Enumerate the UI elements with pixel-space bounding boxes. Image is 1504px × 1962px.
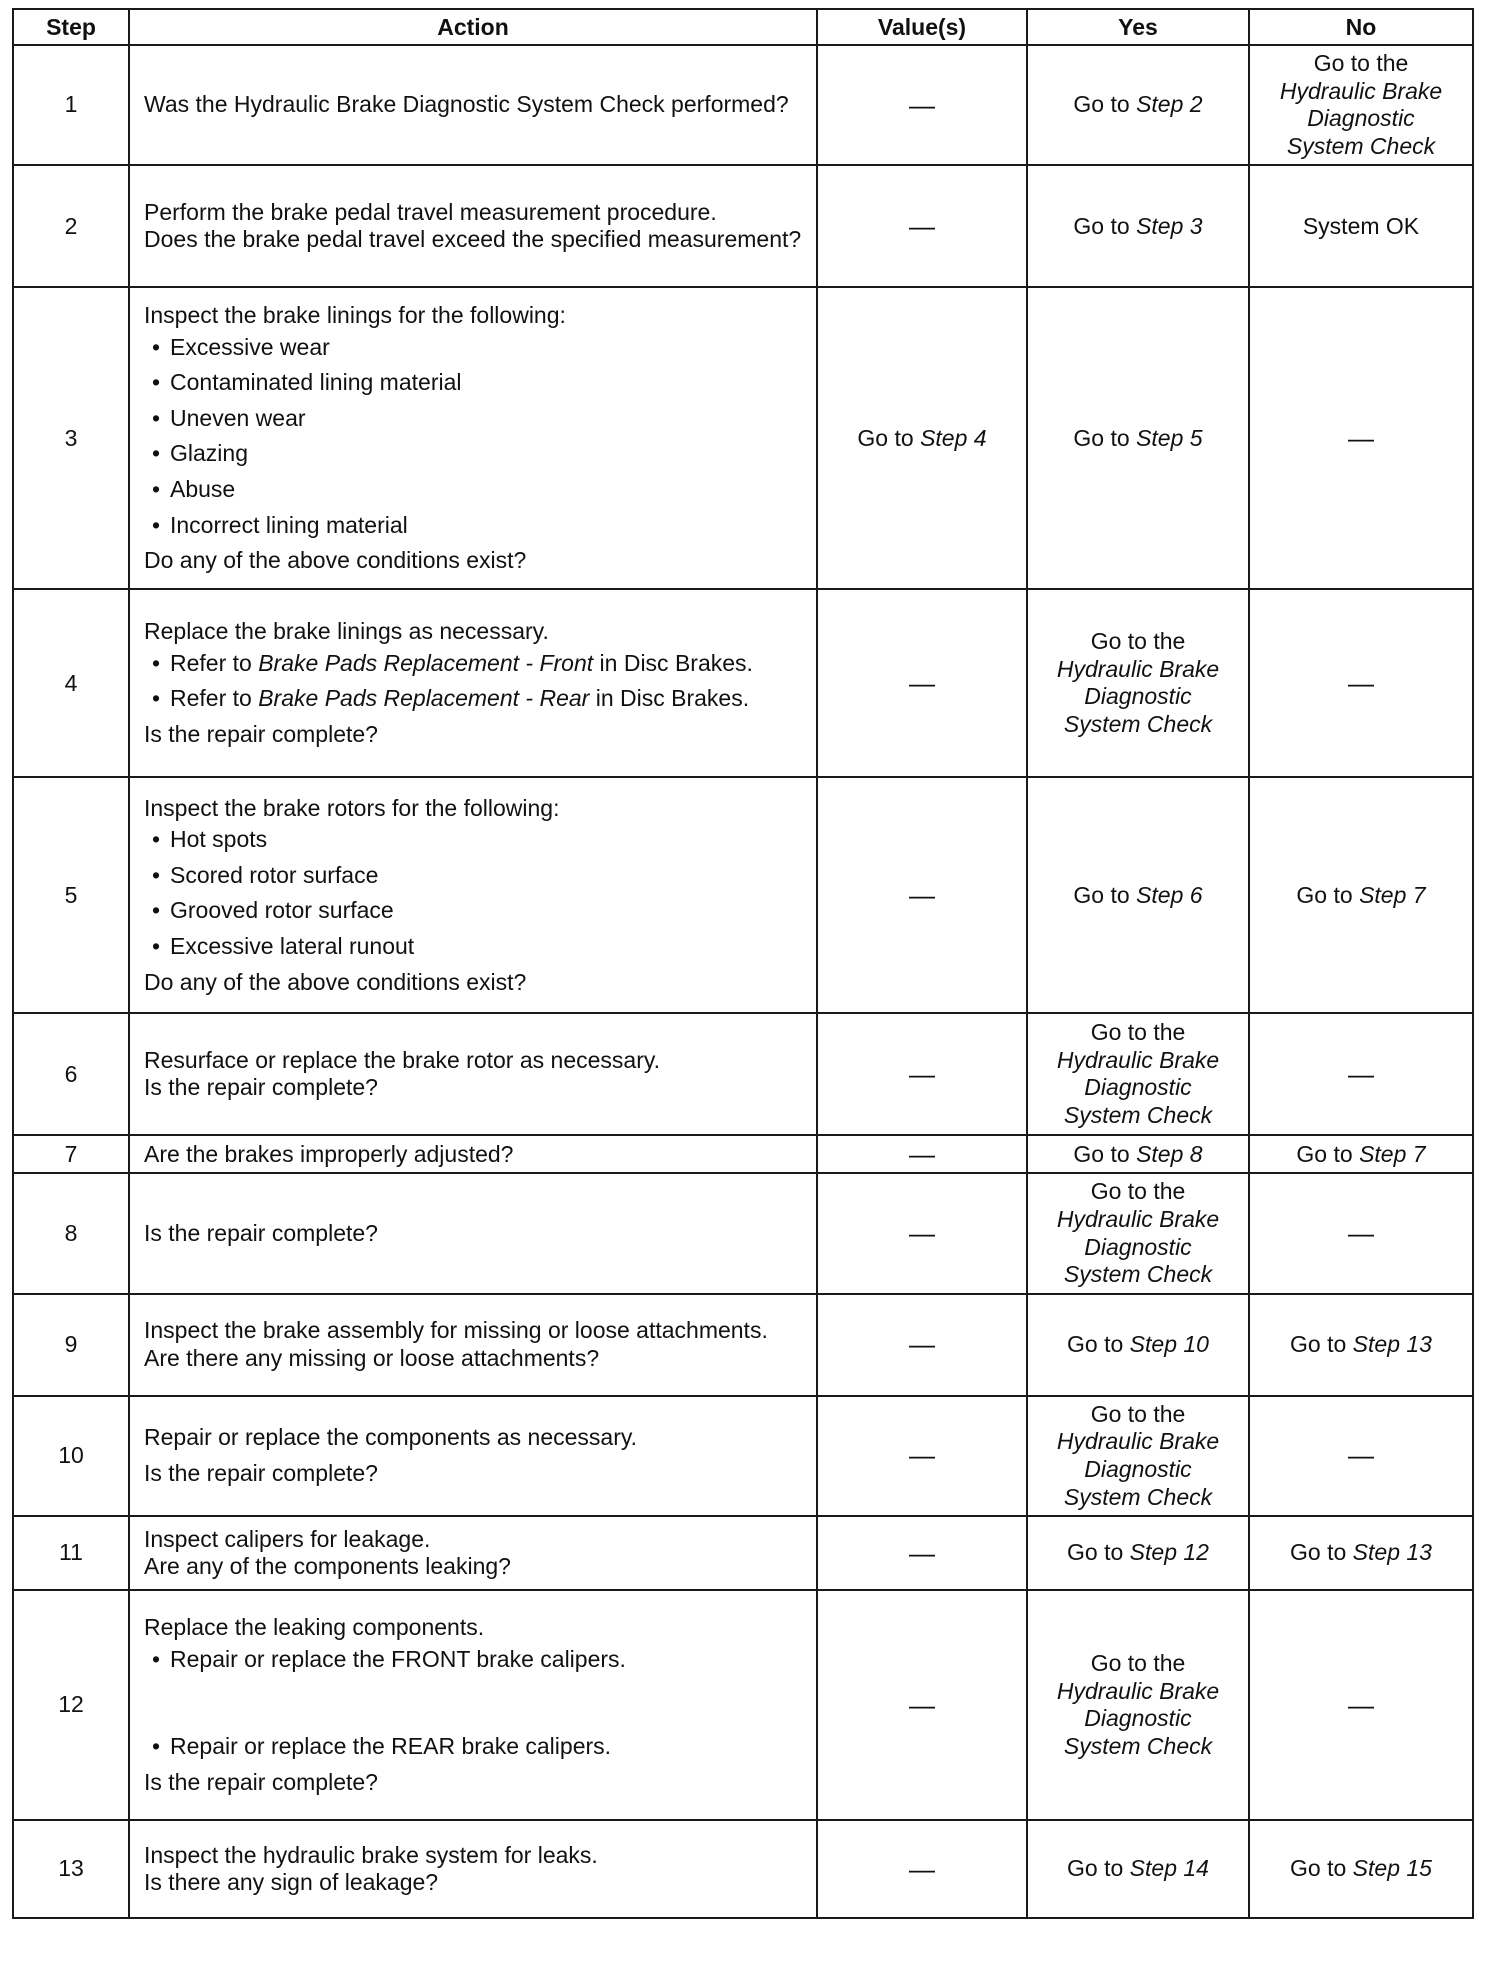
- table-row: [13, 1396, 1473, 1516]
- goto-prefix: Go to: [1290, 1539, 1347, 1566]
- no-cell: [1249, 287, 1473, 589]
- goto-prefix: Go to: [1067, 1330, 1124, 1357]
- hbdsc-line2: Diagnostic: [1307, 105, 1415, 132]
- value-cell: [817, 1820, 1027, 1918]
- action-question: Is the repair complete?: [144, 1768, 378, 1795]
- yes-cell: [1027, 1173, 1249, 1293]
- list-item: • Hot spots: [170, 826, 806, 854]
- yes-cell: [1027, 1013, 1249, 1135]
- dash: —: [909, 89, 935, 120]
- action-cell: [129, 1820, 817, 1918]
- action-question: Was the Hydraulic Brake Diagnostic System Check performed?: [144, 91, 789, 118]
- dash: —: [1348, 1689, 1374, 1720]
- value-cell: [817, 287, 1027, 589]
- list-item: • Glazing: [170, 440, 806, 468]
- step-number: 7: [13, 1135, 129, 1173]
- goto-step: Step 14: [1129, 1855, 1209, 1882]
- yes-cell: [1027, 1590, 1249, 1820]
- yes-cell: [1027, 1396, 1249, 1516]
- hbdsc-line2: Diagnostic: [1084, 683, 1192, 710]
- no-cell: [1249, 45, 1473, 165]
- step-number: 3: [13, 287, 129, 589]
- list-item: • Contaminated lining material: [170, 369, 806, 397]
- no-cell: [1249, 1820, 1473, 1918]
- step-number: 6: [13, 1013, 129, 1135]
- action-question: Do any of the above conditions exist?: [144, 968, 527, 995]
- hbdsc-line3: System Check: [1286, 132, 1436, 159]
- dash: —: [1348, 422, 1374, 453]
- action-cell: [129, 1516, 817, 1590]
- table-row: [13, 1820, 1473, 1918]
- list-item: • Excessive lateral runout: [170, 933, 806, 961]
- list-item: • Repair or replace the REAR brake calipers.: [170, 1733, 806, 1761]
- refer-suffix: in Disc Brakes.: [599, 649, 753, 676]
- action-instruction: Inspect the brake assembly for missing or loose attachments.: [144, 1317, 768, 1344]
- step-number: 10: [13, 1396, 129, 1516]
- action-question: Are the brakes improperly adjusted?: [144, 1140, 514, 1167]
- hbdsc-line2: Diagnostic: [1084, 1705, 1192, 1732]
- action-cell: [129, 45, 817, 165]
- header-values: Value(s): [817, 9, 1027, 45]
- yes-cell: [1027, 1135, 1249, 1173]
- goto-step: Step 13: [1352, 1539, 1432, 1566]
- list-item: • Grooved rotor surface: [170, 897, 806, 925]
- goto-prefix: Go to: [1296, 1140, 1353, 1167]
- no-cell: [1249, 1135, 1473, 1173]
- system-ok-text: System OK: [1302, 212, 1420, 239]
- hbdsc-line3: System Check: [1063, 710, 1213, 737]
- goto-step: Step 5: [1136, 424, 1203, 451]
- table-row: [13, 589, 1473, 777]
- dash: —: [909, 1058, 935, 1089]
- diagnostic-table: [12, 8, 1474, 1919]
- goto-step: Step 6: [1136, 881, 1203, 908]
- yes-cell: [1027, 589, 1249, 777]
- go-to-the-text: Go to the: [1090, 1649, 1186, 1676]
- goto-prefix: Go to: [1067, 1539, 1124, 1566]
- yes-cell: [1027, 1516, 1249, 1590]
- goto-step: Step 4: [920, 424, 987, 451]
- goto-step: Step 13: [1352, 1330, 1432, 1357]
- goto-step: Step 7: [1359, 1140, 1426, 1167]
- refer-doc-link[interactable]: Brake Pads Replacement - Rear: [258, 685, 590, 712]
- value-cell: [817, 1294, 1027, 1396]
- value-cell: [817, 1516, 1027, 1590]
- action-question: Do any of the above conditions exist?: [144, 547, 527, 574]
- action-cell: [129, 1135, 817, 1173]
- step-number: 2: [13, 165, 129, 287]
- action-cell: [129, 1294, 817, 1396]
- dash: —: [1348, 667, 1374, 698]
- hbdsc-line1: Hydraulic Brake: [1056, 1046, 1220, 1073]
- hbdsc-line1: Hydraulic Brake: [1056, 655, 1220, 682]
- value-cell: [817, 1590, 1027, 1820]
- header-row: [13, 9, 1473, 45]
- no-cell: [1249, 1396, 1473, 1516]
- no-cell: [1249, 1294, 1473, 1396]
- value-cell: [817, 165, 1027, 287]
- table-row: [13, 287, 1473, 589]
- step-number: 5: [13, 777, 129, 1013]
- step-number: 9: [13, 1294, 129, 1396]
- action-instruction: Replace the leaking components.: [144, 1613, 485, 1640]
- no-cell: [1249, 777, 1473, 1013]
- yes-cell: [1027, 45, 1249, 165]
- refer-prefix: Refer to: [170, 685, 252, 712]
- action-question: Are there any missing or loose attachments?: [144, 1344, 600, 1371]
- header-step: Step: [13, 9, 129, 45]
- table-row: [13, 1294, 1473, 1396]
- table-row: [13, 165, 1473, 287]
- goto-step: Step 12: [1129, 1539, 1209, 1566]
- action-cell: [129, 1590, 817, 1820]
- list-item: • Abuse: [170, 476, 806, 504]
- list-item: • Uneven wear: [170, 405, 806, 433]
- value-cell: [817, 45, 1027, 165]
- value-cell: [817, 1013, 1027, 1135]
- dash: —: [909, 667, 935, 698]
- action-question: Is the repair complete?: [144, 720, 378, 747]
- hbdsc-line3: System Check: [1063, 1483, 1213, 1510]
- table-row: [13, 777, 1473, 1013]
- step-number: 13: [13, 1820, 129, 1918]
- dash: —: [909, 210, 935, 241]
- action-cell: [129, 777, 817, 1013]
- goto-prefix: Go to: [1073, 212, 1130, 239]
- action-cell: [129, 589, 817, 777]
- step-number: 8: [13, 1173, 129, 1293]
- hbdsc-line3: System Check: [1063, 1732, 1213, 1759]
- refer-suffix: in Disc Brakes.: [595, 685, 750, 712]
- list-item: • Scored rotor surface: [170, 862, 806, 890]
- action-instruction: Inspect the brake rotors for the following:: [144, 794, 560, 821]
- value-cell: [817, 1173, 1027, 1293]
- action-instruction: Replace the brake linings as necessary.: [144, 618, 549, 645]
- dash: —: [909, 1853, 935, 1884]
- hbdsc-line1: Hydraulic Brake: [1056, 1205, 1220, 1232]
- yes-cell: [1027, 1820, 1249, 1918]
- value-cell: [817, 1396, 1027, 1516]
- dash: —: [1348, 1058, 1374, 1089]
- list-item: • Repair or replace the FRONT brake calipers.: [170, 1646, 806, 1674]
- hbdsc-line3: System Check: [1063, 1101, 1213, 1128]
- goto-step: Step 10: [1129, 1330, 1209, 1357]
- no-cell: [1249, 1516, 1473, 1590]
- step-number: 4: [13, 589, 129, 777]
- goto-prefix: Go to: [1073, 91, 1130, 118]
- condition-list: [144, 826, 806, 960]
- refer-list: [144, 650, 806, 713]
- header-no: No: [1249, 9, 1473, 45]
- hbdsc-line3: System Check: [1063, 1261, 1213, 1288]
- action-instruction: Resurface or replace the brake rotor as necessary.: [144, 1046, 661, 1073]
- no-cell: [1249, 165, 1473, 287]
- list-item: • Incorrect lining material: [170, 512, 806, 540]
- caliper-list: [144, 1646, 806, 1761]
- step-number: 12: [13, 1590, 129, 1820]
- dash: —: [909, 1440, 935, 1471]
- condition-list: [144, 334, 806, 540]
- goto-prefix: Go to: [1290, 1330, 1347, 1357]
- table-row: [13, 1173, 1473, 1293]
- no-cell: [1249, 1013, 1473, 1135]
- value-cell: [817, 1135, 1027, 1173]
- hbdsc-line1: Hydraulic Brake: [1056, 1677, 1220, 1704]
- goto-step: Step 2: [1136, 91, 1203, 118]
- action-cell: [129, 1013, 817, 1135]
- dash: —: [909, 1329, 935, 1360]
- dash: —: [1348, 1440, 1374, 1471]
- yes-cell: [1027, 287, 1249, 589]
- action-instruction: Inspect the brake linings for the following:: [144, 302, 566, 328]
- dash: —: [1348, 1217, 1374, 1248]
- go-to-the-text: Go to the: [1090, 1178, 1186, 1205]
- dash: —: [909, 1689, 935, 1720]
- no-cell: [1249, 589, 1473, 777]
- goto-prefix: Go to: [1073, 424, 1130, 451]
- goto-prefix: Go to: [1073, 881, 1130, 908]
- table-row: [13, 1590, 1473, 1820]
- goto-prefix: Go to: [857, 424, 914, 451]
- go-to-the-text: Go to the: [1313, 50, 1409, 76]
- goto-step: Step 3: [1136, 212, 1203, 239]
- goto-prefix: Go to: [1067, 1855, 1124, 1882]
- hbdsc-line2: Diagnostic: [1084, 1074, 1192, 1101]
- value-cell: [817, 589, 1027, 777]
- header-action: Action: [129, 9, 817, 45]
- dash: —: [909, 1138, 935, 1169]
- step-number: 11: [13, 1516, 129, 1590]
- list-item: • Excessive wear: [170, 334, 806, 362]
- list-item: [170, 650, 806, 678]
- goto-step: Step 15: [1352, 1855, 1432, 1882]
- table-row: [13, 1135, 1473, 1173]
- goto-prefix: Go to: [1073, 1140, 1130, 1167]
- goto-prefix: Go to: [1296, 881, 1353, 908]
- yes-cell: [1027, 165, 1249, 287]
- action-question: Does the brake pedal travel exceed the specified measurement?: [144, 226, 802, 253]
- hbdsc-line2: Diagnostic: [1084, 1455, 1192, 1482]
- table-row: [13, 1013, 1473, 1135]
- action-question: Is the repair complete?: [144, 1219, 378, 1246]
- no-cell: [1249, 1173, 1473, 1293]
- goto-step: Step 8: [1136, 1140, 1203, 1167]
- yes-cell: [1027, 777, 1249, 1013]
- dash: —: [909, 879, 935, 910]
- header-yes: Yes: [1027, 9, 1249, 45]
- action-cell: [129, 287, 817, 589]
- refer-doc-link[interactable]: Brake Pads Replacement - Front: [258, 649, 594, 676]
- value-cell: [817, 777, 1027, 1013]
- hbdsc-line1: Hydraulic Brake: [1279, 77, 1443, 104]
- dash: —: [909, 1537, 935, 1568]
- action-instruction: Perform the brake pedal travel measurement procedure.: [144, 198, 717, 225]
- step-number: 1: [13, 45, 129, 165]
- table-row: [13, 45, 1473, 165]
- list-item: [170, 685, 806, 713]
- hbdsc-line2: Diagnostic: [1084, 1233, 1192, 1260]
- go-to-the-text: Go to the: [1090, 1400, 1186, 1427]
- yes-cell: [1027, 1294, 1249, 1396]
- action-instruction: Repair or replace the components as necessary.: [144, 1424, 638, 1451]
- action-question: Is the repair complete?: [144, 1074, 378, 1101]
- no-cell: [1249, 1590, 1473, 1820]
- goto-step: Step 7: [1359, 881, 1426, 908]
- refer-prefix: Refer to: [170, 649, 252, 676]
- go-to-the-text: Go to the: [1090, 1019, 1186, 1046]
- action-instruction: Inspect the hydraulic brake system for leaks.: [144, 1841, 598, 1868]
- action-question: Are any of the components leaking?: [144, 1553, 511, 1580]
- dash: —: [909, 1217, 935, 1248]
- action-question: Is the repair complete?: [144, 1459, 378, 1486]
- action-cell: [129, 1173, 817, 1293]
- goto-prefix: Go to: [1290, 1855, 1347, 1882]
- action-cell: [129, 1396, 817, 1516]
- action-instruction: Inspect calipers for leakage.: [144, 1525, 431, 1552]
- action-cell: [129, 165, 817, 287]
- hbdsc-line1: Hydraulic Brake: [1056, 1428, 1220, 1455]
- action-question: Is there any sign of leakage?: [144, 1869, 439, 1896]
- table-row: [13, 1516, 1473, 1590]
- go-to-the-text: Go to the: [1090, 628, 1186, 655]
